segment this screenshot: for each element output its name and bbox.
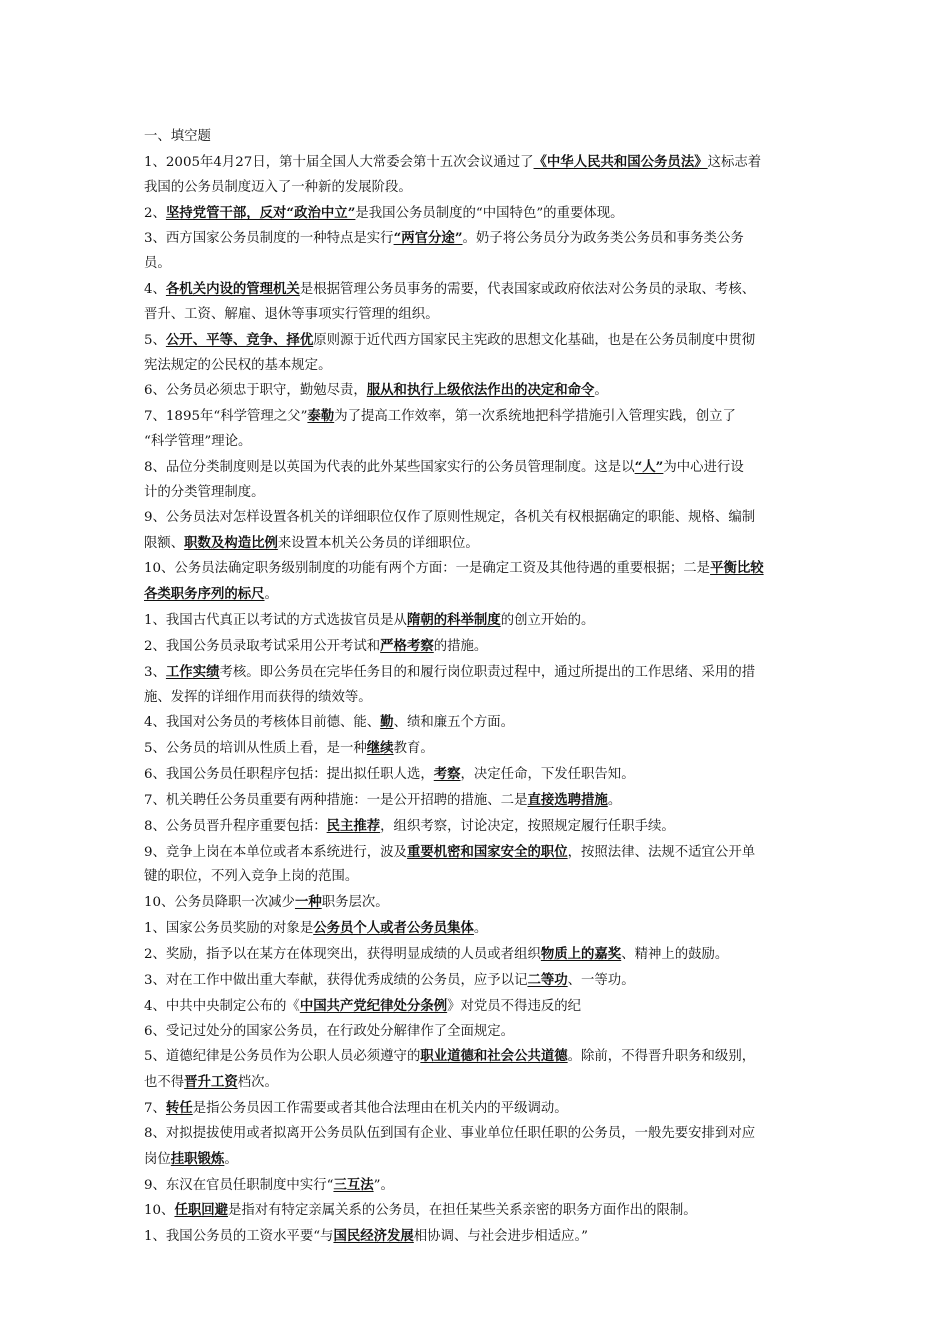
question-line xyxy=(144,226,808,252)
question-text: 也不得 xyxy=(144,1075,185,1091)
question-text-tail: 。奶子将公务员分为政务类公务员和事务类公务 xyxy=(462,231,744,247)
question-text: 岗位 xyxy=(144,1151,171,1167)
question-line xyxy=(144,890,808,916)
question-text: 2、 xyxy=(144,205,166,221)
answer-blank: 中国共产党纪律处分条例 xyxy=(299,997,448,1014)
question-text: 8、品位分类制度则是以英国为代表的此外某些国家实行的公务员管理制度。这是以 xyxy=(144,459,635,475)
question-text: 宪法规定的公民权的基本规定。 xyxy=(144,357,332,373)
question-line xyxy=(144,1044,808,1070)
question-text: 10、公务员法确定职务级别制度的功能有两个方面：一是确定工资及其他待遇的重要根据；二是 xyxy=(144,561,711,577)
question-text-tail: ，按照法律、法规不适宜公开单 xyxy=(567,844,756,860)
question-line xyxy=(144,634,808,660)
answer-blank: 隋朝的科举制度 xyxy=(406,612,501,629)
question-text-tail: 这标志着 xyxy=(707,154,762,170)
question-text: 3、西方国家公务员制度的一种特点是实行 xyxy=(144,231,394,247)
question-line xyxy=(144,531,808,557)
question-text: 7、 xyxy=(144,1101,166,1117)
question-line xyxy=(144,277,808,303)
document-page xyxy=(144,125,808,1250)
question-text: 6、公务员必须忠于职守，勤勉尽责， xyxy=(144,383,367,399)
question-text-tail: 、一等功。 xyxy=(567,972,635,988)
question-text-tail: 》对党员不得违反的纪 xyxy=(447,998,582,1014)
answer-blank: 直接选聘措施 xyxy=(527,791,608,808)
answer-blank: 《中华人民共和国公务员法》 xyxy=(533,153,708,170)
question-text: 限额、 xyxy=(144,535,185,551)
question-line xyxy=(144,1198,808,1224)
question-text: 1、我国古代真正以考试的方式选拔官员是从 xyxy=(144,613,407,629)
question-text: 计的分类管理制度。 xyxy=(144,484,265,500)
question-line xyxy=(144,1070,808,1096)
question-text-tail: 相协调、与社会进步相适应。” xyxy=(413,1229,589,1245)
question-line xyxy=(144,201,808,227)
question-text-tail: 。 xyxy=(264,587,278,603)
question-line xyxy=(144,150,808,176)
question-text: 键的职位，不列入竞争上岗的范围。 xyxy=(144,869,359,885)
answer-blank: “人” xyxy=(634,458,664,475)
answer-blank: 公务员个人或者公务员集体 xyxy=(313,920,474,937)
question-text: 3、对在工作中做出重大奉献，获得优秀成绩的公务员，应予以记 xyxy=(144,972,528,988)
question-text-tail: 、绩和廉五个方面。 xyxy=(393,715,515,731)
question-line xyxy=(144,1147,808,1173)
question-text: 2、我国公务员录取考试采用公开考试和 xyxy=(144,638,381,654)
question-text-tail: 是指对有特定亲属关系的公务员，在担任某些关系亲密的职务方面作出的限制。 xyxy=(228,1203,697,1219)
question-text-tail: 是我国公务员制度的“中国特色”的重要体现。 xyxy=(355,205,624,221)
answer-blank: 严格考察 xyxy=(380,637,434,654)
question-text: 6、我国公务员任职程序包括：提出拟任职人选， xyxy=(144,767,434,783)
answer-blank: 继续 xyxy=(366,740,394,757)
answer-blank: 重要机密和国家安全的职位 xyxy=(406,843,568,860)
question-line xyxy=(144,710,808,736)
question-line xyxy=(144,1224,808,1250)
question-text: 1、2005年4月27日，第十届全国人大常委会第十五次会议通过了 xyxy=(144,154,534,170)
question-text: 8、对拟提拔使用或者拟离开公务员队伍到国有企业、事业单位任职任职的公务员，一般先要安排到对应 xyxy=(144,1125,756,1141)
question-text-tail: 。 xyxy=(473,921,488,937)
question-text: 5、公务员的培训从性质上看，是一种 xyxy=(144,741,367,757)
question-line xyxy=(144,506,808,531)
question-line xyxy=(144,176,808,201)
answer-blank: 职数及构造比例 xyxy=(184,534,278,551)
answer-blank: 一种 xyxy=(294,894,322,911)
question-line xyxy=(144,252,808,277)
question-text-tail: 是指公务员因工作需要或者其他合法理由在机关内的平级调动。 xyxy=(192,1101,568,1117)
question-text-tail: 、精神上的鼓励。 xyxy=(621,947,729,962)
question-text: 9、竞争上岗在本单位或者本系统进行，波及 xyxy=(144,844,407,860)
question-text: 我国的公务员制度迈入了一种新的发展阶段。 xyxy=(144,179,412,195)
question-text-tail: 考核。即公务员在完毕任务目的和履行岗位职责过程中，通过所提出的工作思绪、采用的措 xyxy=(219,664,756,680)
answer-blank: 考察 xyxy=(433,766,461,783)
answer-blank: 转任 xyxy=(165,1100,193,1117)
question-line xyxy=(144,865,808,890)
question-line xyxy=(144,1020,808,1045)
answer-blank: 民主推荐 xyxy=(326,817,381,834)
answer-blank: 坚持党管干部，反对“政治中立” xyxy=(165,204,356,221)
answer-blank: 公开、平等、竞争、择优 xyxy=(165,331,314,348)
answer-blank: 职业道德和社会公共道德 xyxy=(420,1048,568,1065)
answer-blank: 物质上的嘉奖 xyxy=(540,946,622,962)
question-text-tail: 为中心进行设 xyxy=(663,459,744,475)
question-text-tail: 原则源于近代西方国家民主宪政的思想文化基础，也是在公务员制度中贯彻 xyxy=(313,332,756,348)
question-text-tail: 是根据管理公务员事务的需要，代表国家或政府依法对公务员的录取、考核、 xyxy=(299,282,756,298)
question-line xyxy=(144,455,808,481)
question-line xyxy=(144,430,808,455)
question-text-tail: 。除前，不得晋升职务和级别， xyxy=(567,1049,756,1065)
question-text-tail: 来设置本机关公务员的详细职位。 xyxy=(277,535,479,551)
question-line xyxy=(144,1122,808,1147)
answer-blank: 平衡比较 xyxy=(710,560,764,577)
question-text-tail: 教育。 xyxy=(393,741,434,757)
question-text: 4、中共中央制定公布的《 xyxy=(144,998,300,1014)
question-line xyxy=(144,556,808,582)
question-text: 8、公务员晋升程序重要包括： xyxy=(144,818,327,834)
question-text: 5、 xyxy=(144,332,166,348)
question-text-tail: 职务层次。 xyxy=(321,895,389,911)
question-text: 6、受记过处分的国家公务员，在行政处分解律作了全面规定。 xyxy=(144,1023,515,1039)
question-text: 5、道德纪律是公务员作为公职人员必须遵守的 xyxy=(144,1049,421,1065)
question-text: 3、 xyxy=(144,664,166,680)
question-line xyxy=(144,481,808,506)
answer-blank: 工作实绩 xyxy=(165,663,220,680)
question-line xyxy=(144,994,808,1020)
question-text: 2、奖励，指予以在某方在体现突出，获得明显成绩的人员或者组织 xyxy=(144,947,541,962)
answer-blank: “两官分途” xyxy=(393,230,463,247)
question-text-tail: ，组织考察，讨论决定，按照规定履行任职手续。 xyxy=(380,818,675,834)
question-list xyxy=(144,150,808,1250)
section-title: 一、填空题 xyxy=(144,129,211,144)
question-text: 4、我国对公务员的考核体目前德、能、 xyxy=(144,715,381,731)
question-line xyxy=(144,814,808,840)
question-line xyxy=(144,404,808,430)
question-line xyxy=(144,608,808,634)
answer-blank: 服从和执行上级依法作出的决定和命令 xyxy=(366,382,595,399)
question-text-tail: ”。 xyxy=(373,1177,394,1193)
question-line xyxy=(144,942,808,968)
question-line xyxy=(144,788,808,814)
question-text: 10、 xyxy=(144,1203,175,1219)
question-line xyxy=(144,328,808,354)
question-line xyxy=(144,354,808,379)
question-text: 10、公务员降职一次减少 xyxy=(144,895,295,911)
question-text-tail: 的措施。 xyxy=(433,638,488,654)
question-text: 7、1895年“科学管理之父” xyxy=(144,409,308,425)
question-line xyxy=(144,762,808,788)
question-line xyxy=(144,1096,808,1122)
answer-blank: 勤 xyxy=(380,714,394,731)
question-text-tail: 的创立开始的。 xyxy=(500,613,595,629)
answer-blank: 任职回避 xyxy=(174,1202,228,1219)
question-text: 9、东汉在官员任职制度中实行“ xyxy=(144,1177,334,1193)
question-text: “科学管理”理论。 xyxy=(144,434,252,450)
question-line xyxy=(144,303,808,328)
answer-blank: 各类职务序列的标尺 xyxy=(144,586,265,603)
question-line xyxy=(144,1173,808,1199)
answer-blank: 晋升工资 xyxy=(184,1074,238,1091)
question-line xyxy=(144,686,808,711)
question-text-tail: 档次。 xyxy=(237,1075,278,1091)
question-line xyxy=(144,378,808,404)
answer-blank: 挂职锻炼 xyxy=(170,1150,225,1167)
question-text-tail: 。 xyxy=(224,1151,238,1167)
question-line xyxy=(144,840,808,866)
question-text-tail: 。 xyxy=(607,792,622,808)
answer-blank: 三互法 xyxy=(333,1176,374,1193)
question-text: 7、机关聘任公务员重要有两种措施：一是公开招聘的措施、二是 xyxy=(144,792,528,808)
question-text: 4、 xyxy=(144,282,166,298)
question-text-tail: 。 xyxy=(594,383,608,399)
question-line xyxy=(144,582,808,608)
question-text: 1、我国公务员的工资水平要“与 xyxy=(144,1229,334,1245)
question-text: 员。 xyxy=(144,256,171,272)
answer-blank: 国民经济发展 xyxy=(333,1228,414,1245)
question-line xyxy=(144,916,808,942)
answer-blank: 泰勒 xyxy=(307,408,335,425)
question-text-tail: ，决定任命，下发任职告知。 xyxy=(460,767,635,783)
question-text: 9、公务员法对怎样设置各机关的详细职位仅作了原则性规定，各机关有权根据确定的职能、规格、编制 xyxy=(144,509,756,525)
answer-blank: 各机关内设的管理机关 xyxy=(165,281,300,298)
question-text: 1、国家公务员奖励的对象是 xyxy=(144,921,314,937)
question-line xyxy=(144,660,808,686)
question-line xyxy=(144,736,808,762)
question-line xyxy=(144,968,808,994)
question-text: 晋升、工资、解雇、退休等事项实行管理的组织。 xyxy=(144,306,439,322)
answer-blank: 二等功 xyxy=(527,971,568,988)
question-text-tail: 为了提高工作效率，第一次系统地把科学措施引入管理实践，创立了 xyxy=(334,409,736,425)
question-text: 施、发挥的详细作用而获得的绩效等。 xyxy=(144,689,372,705)
